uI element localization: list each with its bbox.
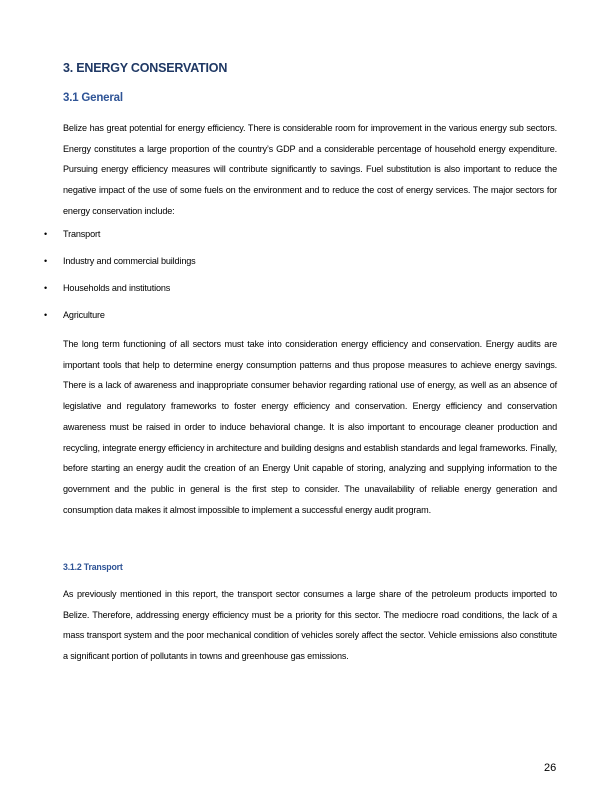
subsection-heading: 3.1.2 Transport	[63, 562, 123, 572]
chapter-heading: 3. ENERGY CONSERVATION	[63, 61, 228, 75]
bullet-icon: •	[44, 229, 48, 239]
list-item-text: Households and institutions	[63, 283, 171, 293]
list-item-text: Industry and commercial buildings	[63, 256, 196, 266]
list-item-text: Transport	[63, 229, 101, 239]
list-item-text: Agriculture	[63, 310, 105, 320]
bullet-icon: •	[44, 310, 48, 320]
bullet-icon: •	[44, 283, 48, 293]
section-heading: 3.1 General	[63, 92, 123, 104]
transport-paragraph: As previously mentioned in this report, the transport sector consumes a large share of the petroleum products imported to Belize. Therefore, addressing energy efficiency must be a priority for this sector. The mediocre road conditions, the lack of a mass transport system and the poor mechanical condition of vehicles sorely affect the sector. Vehicle emissions also constitute a significant portion of pollutants in towns and greenhouse gas emissions.	[63, 589, 557, 662]
bullet-icon: •	[44, 256, 48, 266]
page-number: 26	[544, 762, 557, 774]
energy-audit-paragraph: The long term functioning of all sectors must take into consideration energy efficiency and conservation. Energy audits are important tools that help to determine energy consumption patterns and thus propose measures to achieve energy savings. There is a lack of awareness and inappropriate consumer behavior regarding rational use of energy, as well as an absence of legislative and regulatory frameworks to foster energy efficiency and conservation. Energy efficiency and conservation awareness must be raised in order to induce behavioral change. It is also important to encourage cleaner production and recycling, integrate energy efficiency in architecture and building designs and establish standards and legal frameworks. Finally, before starting an energy audit the creation of an Energy Unit capable of storing, analyzing and supplying information to the government and the public in general is the first step to consider. The unavailability of reliable energy generation and consumption data makes it almost impossible to implement a successful energy audit program.	[63, 339, 557, 515]
intro-paragraph: Belize has great potential for energy efficiency. There is considerable room for improvement in the various energy sub sectors. Energy constitutes a large proportion of the country’s GDP and a considerable percentage of household energy expenditure. Pursuing energy efficiency measures will contribute significantly to savings. Fuel substitution is also important to reduce the negative impact of the use of some fuels on the environment and to reduce the cost of energy services. The major sectors for energy conservation include:	[63, 123, 557, 216]
